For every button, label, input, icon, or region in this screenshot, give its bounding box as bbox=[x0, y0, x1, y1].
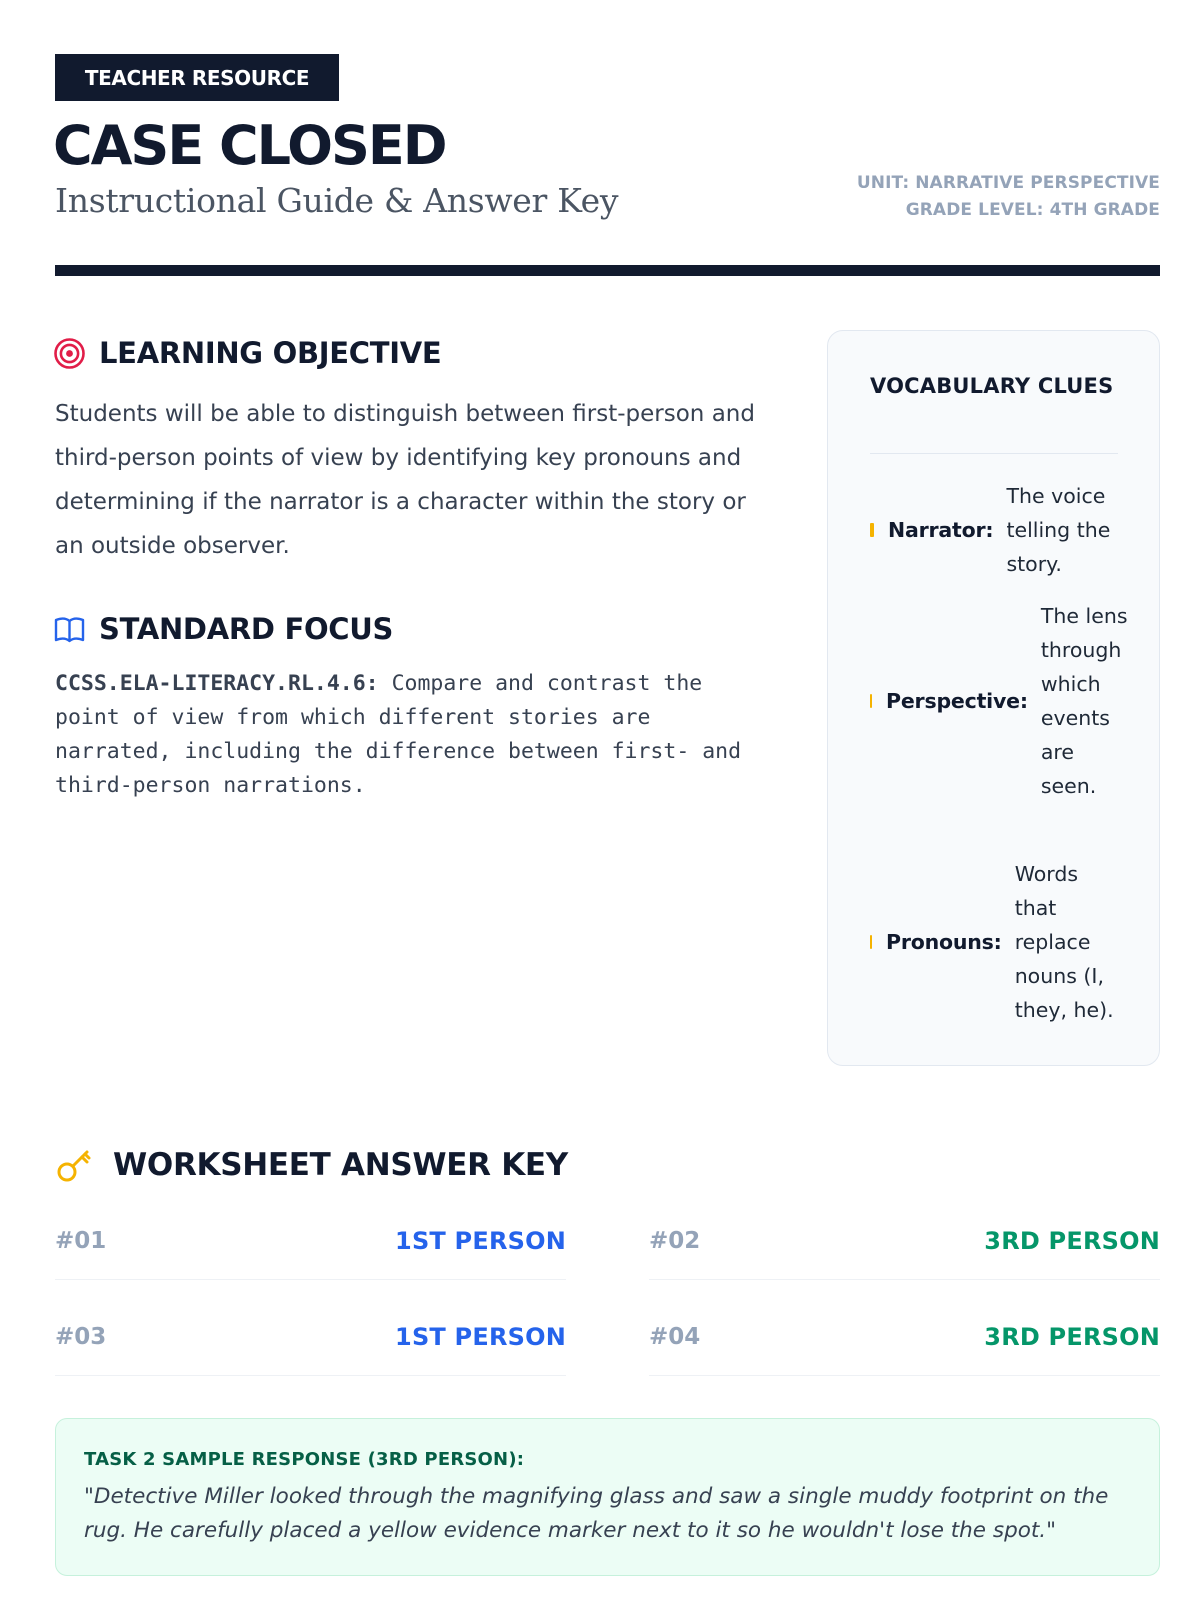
answer-value: 1ST PERSON bbox=[395, 1226, 566, 1255]
vocab-marker bbox=[870, 935, 872, 949]
standard-heading-label: STANDARD FOCUS bbox=[99, 612, 394, 646]
vocabulary-card bbox=[827, 330, 1160, 1066]
standard-text bbox=[55, 667, 775, 803]
answer-row bbox=[649, 1202, 1160, 1280]
vocab-term: Pronouns: bbox=[886, 930, 1002, 954]
vocab-item-pronouns bbox=[870, 857, 1115, 1027]
objective-heading-label: LEARNING OBJECTIVE bbox=[99, 336, 442, 370]
sample-response-text: "Detective Miller looked through the magnifying glass and saw a single muddy footprint on the rug. He carefully placed a yellow evidence marker next to it so he wouldn't lose the spot." bbox=[84, 1484, 1109, 1543]
answer-number: #03 bbox=[55, 1323, 107, 1350]
objective-text: Students will be able to distinguish between first-person and third-person points of view by identifying key pronouns and determining if the narrator is a character within the story or an outside observer. bbox=[55, 401, 755, 559]
answer-row bbox=[649, 1298, 1160, 1376]
answer-key-heading bbox=[55, 1146, 568, 1184]
header-divider bbox=[55, 265, 1160, 276]
objective-heading bbox=[53, 336, 441, 370]
page-title: CASE CLOSED bbox=[53, 114, 446, 177]
standard-code: CCSS.ELA-LITERACY.RL.4.6: bbox=[55, 671, 379, 696]
sample-response-label: TASK 2 SAMPLE RESPONSE (3RD PERSON): bbox=[84, 1449, 525, 1470]
vocab-term: Narrator: bbox=[888, 518, 994, 542]
answer-value: 3RD PERSON bbox=[984, 1322, 1160, 1351]
standard-description: Compare and contrast the point of view from which different stories are narrated, including the difference between first- and third-person narrations. bbox=[55, 671, 742, 798]
answer-value: 3RD PERSON bbox=[984, 1226, 1160, 1255]
unit-meta bbox=[857, 170, 1160, 224]
answer-number: #02 bbox=[649, 1227, 701, 1254]
sample-response-box bbox=[55, 1418, 1160, 1576]
vocab-definition: The voice telling the story. bbox=[1006, 484, 1111, 576]
vocab-marker bbox=[870, 523, 874, 537]
answer-row bbox=[55, 1298, 566, 1376]
key-icon bbox=[55, 1146, 93, 1184]
answer-value: 1ST PERSON bbox=[395, 1322, 566, 1351]
vocab-item-perspective bbox=[870, 599, 1133, 803]
vocabulary-divider bbox=[870, 453, 1118, 454]
answer-row bbox=[55, 1202, 566, 1280]
vocab-term: Perspective: bbox=[886, 689, 1028, 713]
grade-label: GRADE LEVEL: 4TH GRADE bbox=[905, 200, 1160, 220]
vocabulary-title: VOCABULARY CLUES bbox=[870, 374, 1114, 398]
target-icon bbox=[53, 337, 86, 370]
unit-label: UNIT: NARRATIVE PERSPECTIVE bbox=[856, 173, 1160, 193]
vocab-definition: Words that replace nouns (I, they, he). bbox=[1014, 862, 1114, 1022]
vocab-marker bbox=[870, 694, 872, 708]
vocab-item-narrator bbox=[870, 479, 1124, 581]
answer-key-heading-label: WORKSHEET ANSWER KEY bbox=[113, 1147, 568, 1183]
answer-number: #01 bbox=[55, 1227, 107, 1254]
book-icon bbox=[53, 613, 86, 646]
resource-badge: TEACHER RESOURCE bbox=[55, 54, 339, 101]
page-subtitle: Instructional Guide & Answer Key bbox=[55, 181, 619, 220]
answer-number: #04 bbox=[649, 1323, 701, 1350]
vocab-definition: The lens through which events are seen. bbox=[1040, 604, 1128, 798]
standard-heading bbox=[53, 612, 393, 646]
